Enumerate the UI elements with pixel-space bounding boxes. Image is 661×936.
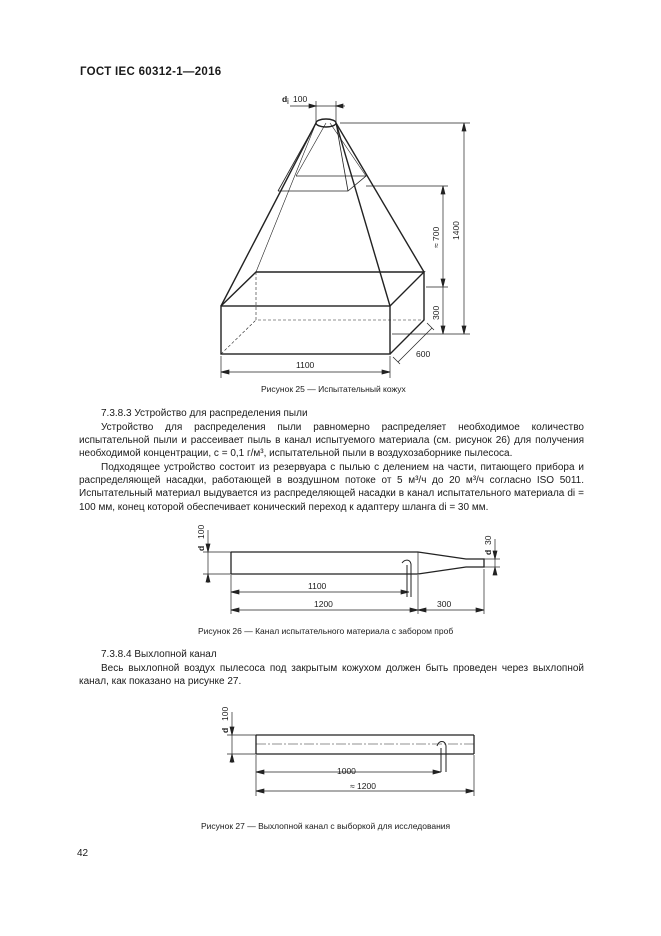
- fig26-len3: 300: [437, 599, 452, 609]
- figure-25-drawing: [0, 0, 661, 400]
- pyramid-edge: [221, 123, 316, 306]
- fig25-height-pyramid: ≈ 700: [431, 226, 441, 248]
- section-7383-para2: Подходящее устройство состоит из резервуара с пылью с делением на части, питающего прибора и распределяющей насадки, работающей в воздушном потоке от 5 м³/ч до 20 м³/ч согласно ISO 5011. Испытательный материал выдувается из распределяющей насадки в канал испытательного материала di = 100 мм, конец которой обеспечивает конический переход к адаптеру шланга di = 30 мм.: [79, 462, 584, 513]
- fig25-d-value: 100: [293, 94, 308, 104]
- figure-26-caption: Рисунок 26 — Канал испытательного материала с забором проб: [198, 626, 454, 636]
- fig25-width: 1100: [296, 360, 315, 370]
- box-hidden-edges: [256, 272, 424, 320]
- section-7383-title: 7.3.8.3 Устройство для распределения пыли: [101, 408, 308, 419]
- fig26-d-value-right: 30: [483, 535, 493, 545]
- figure-27-drawing: [0, 700, 661, 805]
- box-right-face: [390, 272, 424, 354]
- fig27-d-value: 100: [220, 706, 230, 721]
- box-front-face: [221, 306, 390, 354]
- document-header: ГОСТ IEC 60312-1—2016: [80, 66, 222, 78]
- fig26-d-label-right: d: [483, 549, 493, 555]
- fig25-depth: 600: [416, 349, 431, 359]
- section-7383-para1: Устройство для распределения пыли равномерно распределяет необходимое количество испытательной пыли и рассеивает пыль в канал испытуемого материала (см. рисунок 26) для получения необходимой концентрации, c = 0,1 г/м³, испытательной пыли в воздухозаборнике пылесоса.: [79, 422, 584, 460]
- page-number: 42: [77, 848, 89, 859]
- fig27-d-label: d: [220, 727, 230, 733]
- section-7384-title: 7.3.8.4 Выхлопной канал: [101, 649, 217, 660]
- pyramid-edge: [336, 123, 424, 272]
- fig25-height-total: 1400: [451, 221, 461, 240]
- figure-25-caption: Рисунок 25 — Испытательный кожух: [261, 384, 406, 394]
- fig25-d-label: d: [282, 94, 288, 104]
- pyramid-edge: [336, 123, 390, 306]
- fig27-len1: 1000: [337, 766, 356, 776]
- pyramid-edge: [256, 123, 316, 272]
- fig26-d-label-left: d: [196, 545, 206, 551]
- fig26-len1: 1100: [308, 581, 327, 591]
- figure-26-drawing: [0, 515, 661, 620]
- box-top-face: [221, 272, 424, 306]
- fig26-len2: 1200: [314, 599, 333, 609]
- fig25-height-box: 300: [431, 305, 441, 320]
- fig26-d-value-left: 100: [196, 524, 206, 539]
- fig27-len2: ≈ 1200: [350, 781, 376, 791]
- svg-text:i: i: [287, 96, 289, 106]
- figure-27-caption: Рисунок 27 — Выхлопной канал с выборкой для исследования: [201, 821, 451, 831]
- section-7384-para1: Весь выхлопной воздух пылесоса под закрытым кожухом должен быть проведен через выхлопной канал, как показано на рисунке 27.: [79, 663, 584, 688]
